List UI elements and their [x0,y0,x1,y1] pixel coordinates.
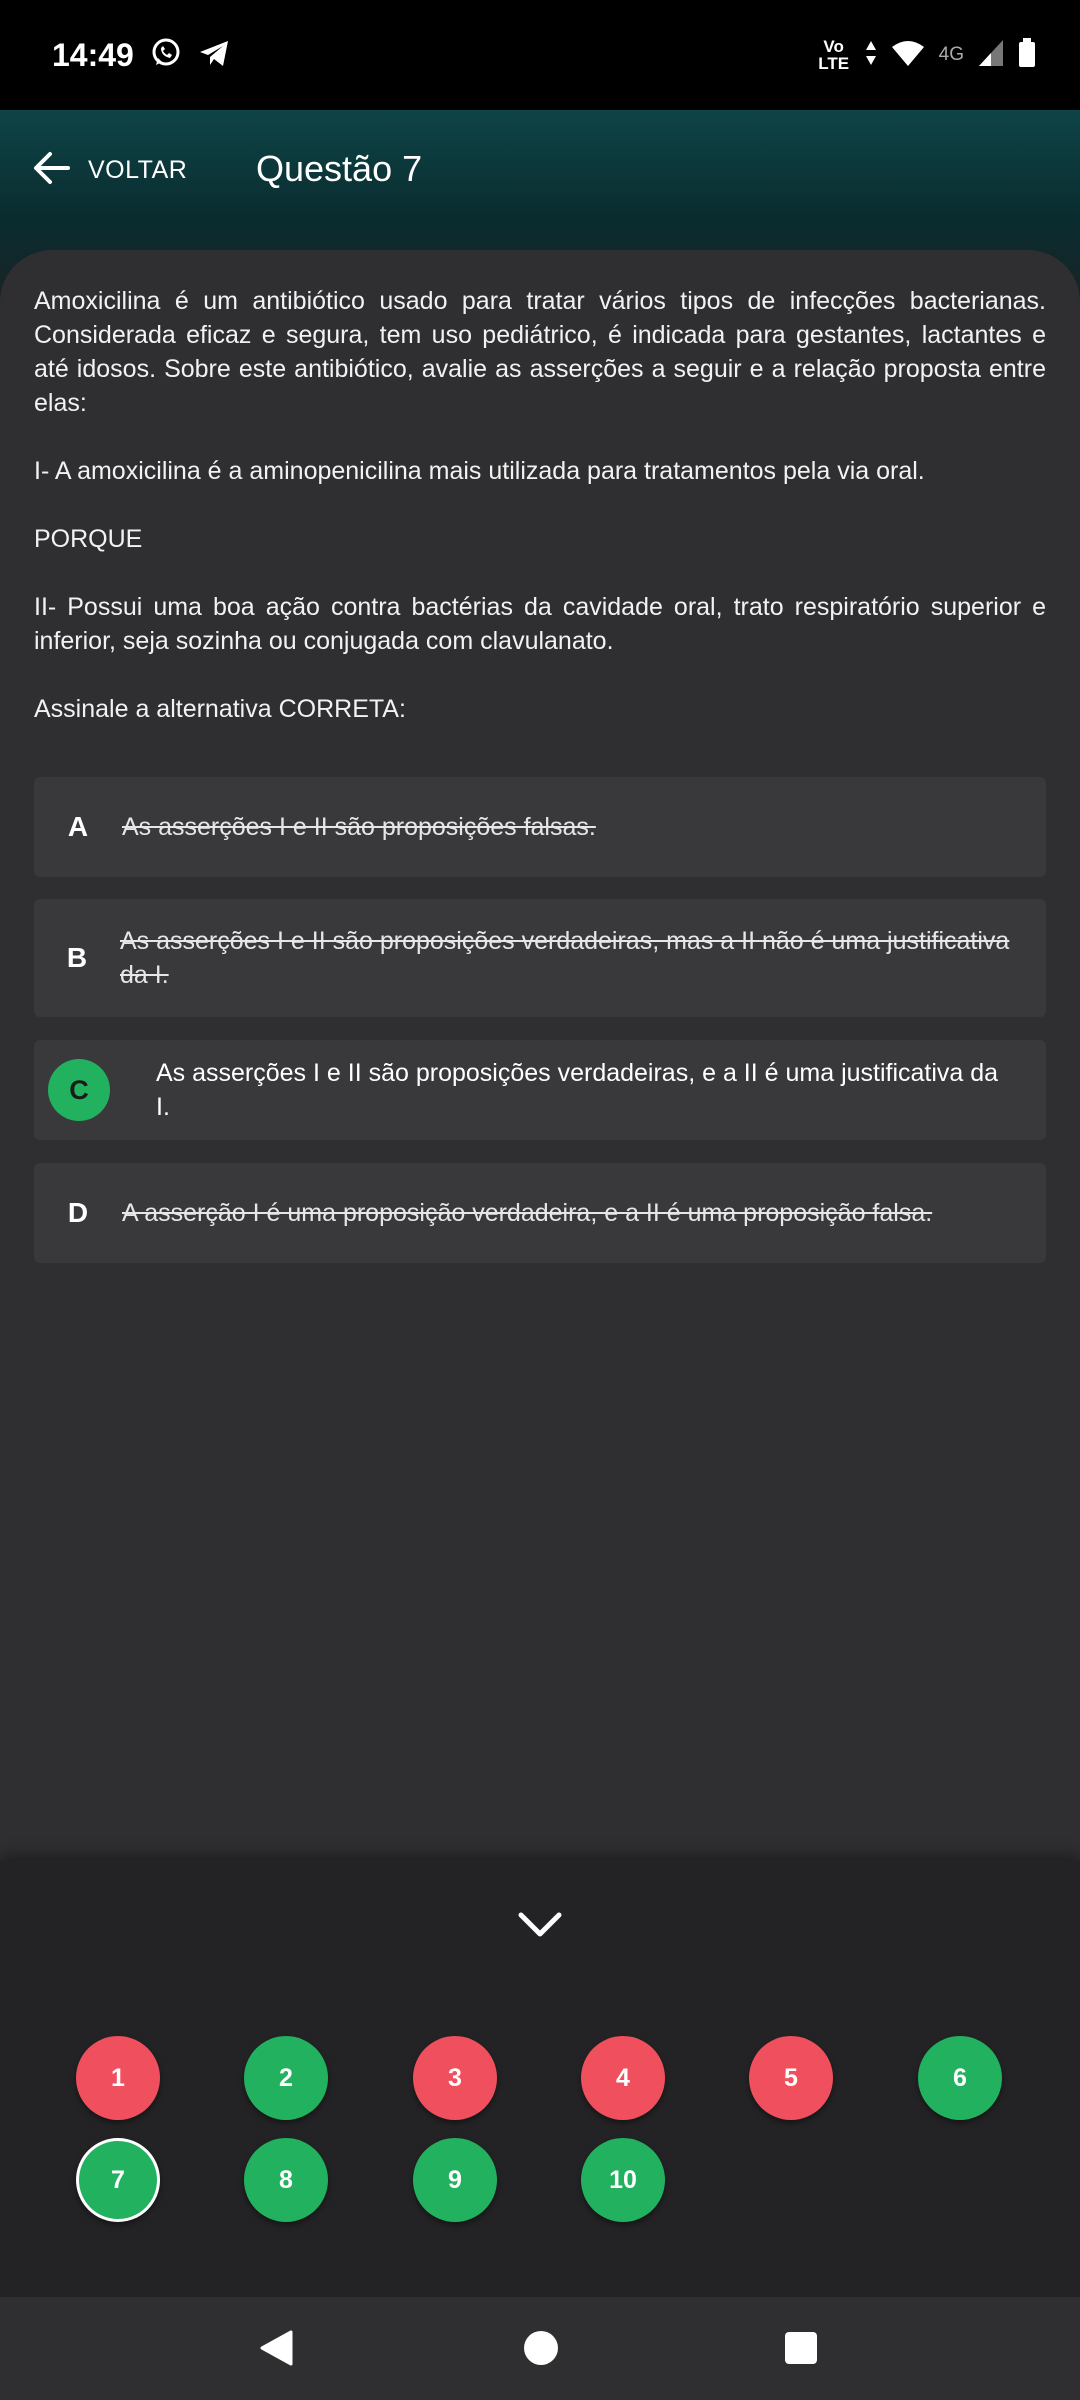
signal-icon [978,39,1004,72]
chevron-down-icon[interactable] [516,1910,564,1945]
data-arrows-icon [865,40,877,71]
question-button-1[interactable]: 1 [76,2036,160,2120]
question-text [34,284,1046,760]
wifi-icon [891,39,925,72]
question-button-7[interactable]: 7 [76,2138,160,2222]
option-letter: D [67,1197,89,1228]
option-d[interactable] [34,1163,1046,1263]
page-title: Questão 7 [256,148,423,189]
question-paragraph: II- Possui uma boa ação contra bactérias da cavidade oral, trato respiratório superior e inferior, seja sozinha ou conjugada com clavulanato. [34,593,1046,655]
battery-icon [1018,38,1036,73]
status-bar [0,0,1080,110]
network-type: 4G [938,44,964,65]
system-nav-bar [0,2297,1080,2400]
whatsapp-icon [150,37,182,74]
option-letter: A [67,811,89,842]
question-button-8[interactable]: 8 [244,2138,328,2222]
back-button[interactable] [32,150,187,191]
back-triangle-icon[interactable] [258,2329,294,2372]
question-navigator [0,1860,1080,2297]
option-letter: B [66,942,88,973]
option-b[interactable] [34,899,1046,1017]
status-time: 14:49 [52,36,134,73]
selected-option-badge: C [48,1059,110,1121]
option-text: As asserções I e II são proposições verdadeiras, e a II é uma justificativa da I. [156,1059,999,1121]
question-paragraph: PORQUE [34,525,143,553]
question-button-9[interactable]: 9 [413,2138,497,2222]
telegram-icon [198,38,230,73]
question-button-10[interactable]: 10 [581,2138,665,2222]
question-button-4[interactable]: 4 [581,2036,665,2120]
arrow-left-icon [32,150,70,191]
home-circle-icon[interactable] [522,2329,560,2372]
option-text: As asserções I e II são proposições verdadeiras, mas a II não é uma justificativa da I. [120,927,1010,989]
recents-square-icon[interactable] [784,2331,818,2370]
question-paragraph: I- A amoxicilina é a aminopenicilina mais utilizada para tratamentos pela via oral. [34,457,925,485]
question-button-2[interactable]: 2 [244,2036,328,2120]
question-paragraph: Amoxicilina é um antibiótico usado para tratar vários tipos de infecções bacterianas. Considerada eficaz e segura, tem uso pediátrico, é indicada para gestantes, lactantes e até idosos. Sobre este antibiótico, avalie as asserções a seguir e a relação proposta entre elas: [34,287,1046,417]
option-text: As asserções I e II são proposições falsas. [122,813,596,841]
back-label: VOLTAR [88,156,188,184]
question-card [0,250,1080,1860]
question-button-5[interactable]: 5 [749,2036,833,2120]
volte-indicator: Vo LTE [818,37,850,73]
question-button-3[interactable]: 3 [413,2036,497,2120]
question-paragraph: Assinale a alternativa CORRETA: [34,695,406,723]
question-button-6[interactable]: 6 [918,2036,1002,2120]
option-c[interactable] [34,1040,1046,1140]
option-text: A asserção I é uma proposição verdadeira, e a II é uma proposição falsa. [122,1199,933,1227]
option-a[interactable] [34,777,1046,877]
